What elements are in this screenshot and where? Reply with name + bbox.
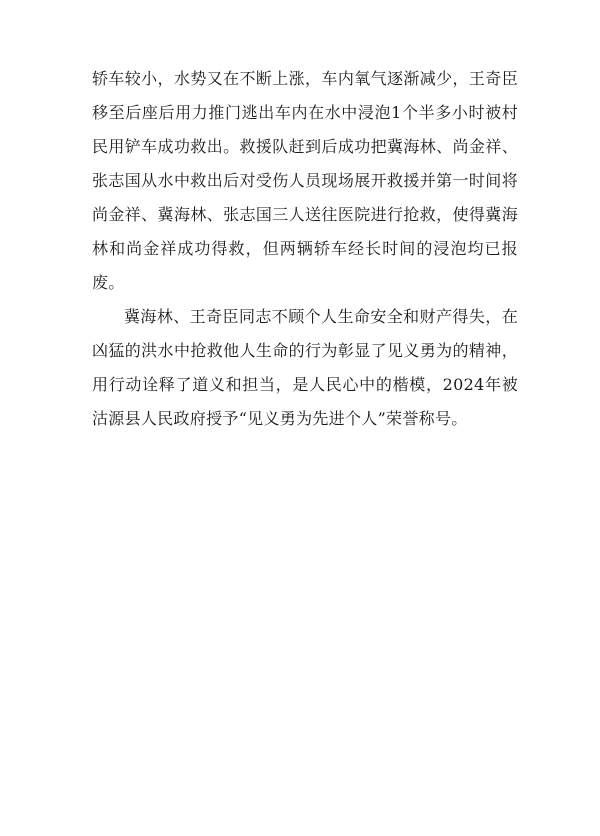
document-body — [92, 62, 518, 436]
paragraph-honor: 冀海林、王奇臣同志不顾个人生命安全和财产得失，在凶猛的洪水中抢救他人生命的行为彰显了见义勇为的精神，用行动诠释了道义和担当，是人民心中的楷模，2024年被沽源县人民政府授予“见义勇为先进个人”荣誉称号。 — [92, 307, 518, 428]
paragraph-continued: 轿车较小，水势又在不断上涨，车内氧气逐渐减少，王奇臣移至后座后用力推门逃出车内在水中浸泡1个半多小时被村民用铲车成功救出。救援队赶到后成功把冀海林、尚金祥、张志国从水中救出后对受伤人员现场展开救援并第一时间将尚金祥、冀海林、张志国三人送往医院进行抢救，使得冀海林和尚金祥成功得救，但两辆轿车经长时间的浸泡均已报废。 — [92, 69, 518, 292]
